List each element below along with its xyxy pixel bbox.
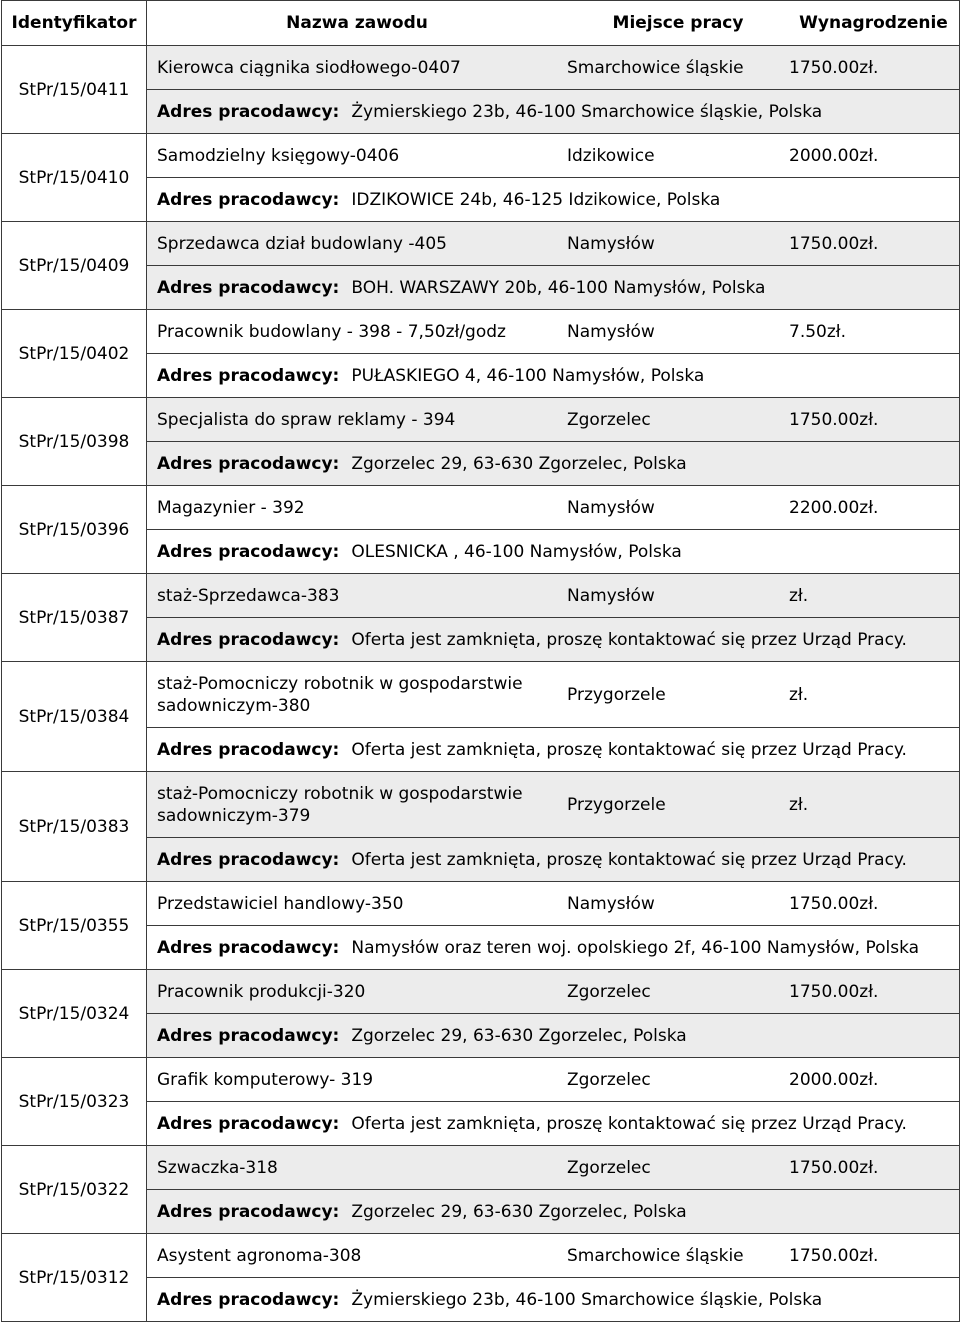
offer-details xyxy=(147,310,960,398)
work-place: Namysłów xyxy=(567,585,655,606)
salary: 7.50zł. xyxy=(789,321,847,342)
address-label: Adres pracodawcy: xyxy=(157,1025,340,1046)
employer-address-line xyxy=(157,1102,959,1145)
employer-address: Zgorzelec 29, 63-630 Zgorzelec, Polska xyxy=(351,1025,687,1046)
offer-id: StPr/15/0402 xyxy=(2,310,147,398)
address-label: Adres pracodawcy: xyxy=(157,739,340,760)
job-title: Pracownik produkcji-320 xyxy=(157,981,366,1002)
offer-details xyxy=(147,574,960,662)
employer-address-line xyxy=(157,1278,959,1321)
work-place: Zgorzelec xyxy=(567,981,651,1002)
offer-id: StPr/15/0409 xyxy=(2,222,147,310)
work-place: Przygorzele xyxy=(567,684,666,705)
job-title: Sprzedawca dział budowlany -405 xyxy=(157,233,447,254)
employer-address-line xyxy=(157,728,959,771)
address-label: Adres pracodawcy: xyxy=(157,629,340,650)
offer-main-line xyxy=(147,1058,959,1102)
header-id: Identyfikator xyxy=(2,1,147,46)
salary: 2000.00zł. xyxy=(789,145,879,166)
table-row xyxy=(2,970,960,1058)
table-row xyxy=(2,1146,960,1234)
job-title: Asystent agronoma-308 xyxy=(157,1245,362,1266)
offer-main-line xyxy=(147,310,959,354)
offer-id: StPr/15/0387 xyxy=(2,574,147,662)
salary: zł. xyxy=(789,684,809,705)
address-label: Adres pracodawcy: xyxy=(157,101,340,122)
job-title: Przedstawiciel handlowy-350 xyxy=(157,893,404,914)
job-title: Kierowca ciągnika siodłowego-0407 xyxy=(157,57,461,78)
offer-details xyxy=(147,398,960,486)
job-title: staż-Pomocniczy robotnik w gospodarstwie sadowniczym-380 xyxy=(157,673,523,716)
employer-address-line xyxy=(157,266,959,309)
work-place: Namysłów xyxy=(567,321,655,342)
employer-address: Oferta jest zamknięta, proszę kontaktować się przez Urząd Pracy. xyxy=(351,1113,907,1134)
offer-main-line xyxy=(147,398,959,442)
table-row xyxy=(2,222,960,310)
employer-address-line xyxy=(157,530,959,573)
offer-main-line xyxy=(147,772,959,838)
offer-id: StPr/15/0312 xyxy=(2,1234,147,1322)
table-row xyxy=(2,882,960,970)
employer-address: Namysłów oraz teren woj. opolskiego 2f, 46-100 Namysłów, Polska xyxy=(351,937,920,958)
job-title: Samodzielny księgowy-0406 xyxy=(157,145,400,166)
employer-address-line xyxy=(157,178,959,221)
work-place: Zgorzelec xyxy=(567,1157,651,1178)
address-label: Adres pracodawcy: xyxy=(157,1289,340,1310)
job-title: Specjalista do spraw reklamy - 394 xyxy=(157,409,456,430)
salary: 1750.00zł. xyxy=(789,409,879,430)
table-row xyxy=(2,1234,960,1322)
header-name: Nazwa zawodu xyxy=(286,13,428,33)
address-label: Adres pracodawcy: xyxy=(157,1113,340,1134)
salary: 2200.00zł. xyxy=(789,497,879,518)
work-place: Smarchowice śląskie xyxy=(567,1245,744,1266)
table-row xyxy=(2,574,960,662)
table-row xyxy=(2,134,960,222)
table-row xyxy=(2,46,960,134)
header-pay: Wynagrodzenie xyxy=(799,13,948,33)
job-title: staż-Sprzedawca-383 xyxy=(157,585,340,606)
job-offers-table xyxy=(1,0,960,1322)
job-title: Pracownik budowlany - 398 - 7,50zł/godz xyxy=(157,321,506,342)
offer-main-line xyxy=(147,1234,959,1278)
offer-main-line xyxy=(147,134,959,178)
work-place: Smarchowice śląskie xyxy=(567,57,744,78)
employer-address: PUŁASKIEGO 4, 46-100 Namysłów, Polska xyxy=(351,365,705,386)
employer-address-line xyxy=(157,618,959,661)
job-offers-document xyxy=(1,0,959,1322)
offer-main-line xyxy=(147,882,959,926)
offer-details xyxy=(147,1234,960,1322)
table-body xyxy=(2,46,960,1322)
table-header-row xyxy=(2,1,960,46)
salary: 1750.00zł. xyxy=(789,233,879,254)
work-place: Zgorzelec xyxy=(567,1069,651,1090)
table-row xyxy=(2,310,960,398)
work-place: Namysłów xyxy=(567,233,655,254)
offer-main-line xyxy=(147,222,959,266)
offer-id: StPr/15/0411 xyxy=(2,46,147,134)
salary: 1750.00zł. xyxy=(789,57,879,78)
offer-id: StPr/15/0383 xyxy=(2,772,147,882)
salary: zł. xyxy=(789,585,809,606)
address-label: Adres pracodawcy: xyxy=(157,277,340,298)
employer-address: Żymierskiego 23b, 46-100 Smarchowice śląskie, Polska xyxy=(351,101,823,122)
employer-address-line xyxy=(157,354,959,397)
offer-details xyxy=(147,772,960,882)
offer-id: StPr/15/0322 xyxy=(2,1146,147,1234)
offer-main-line xyxy=(147,1146,959,1190)
job-title: Magazynier - 392 xyxy=(157,497,305,518)
offer-details xyxy=(147,1058,960,1146)
employer-address-line xyxy=(157,1014,959,1057)
employer-address-line xyxy=(157,90,959,133)
offer-id: StPr/15/0324 xyxy=(2,970,147,1058)
salary: zł. xyxy=(789,794,809,815)
address-label: Adres pracodawcy: xyxy=(157,937,340,958)
employer-address: Oferta jest zamknięta, proszę kontaktować się przez Urząd Pracy. xyxy=(351,739,907,760)
offer-id: StPr/15/0323 xyxy=(2,1058,147,1146)
address-label: Adres pracodawcy: xyxy=(157,365,340,386)
salary: 1750.00zł. xyxy=(789,1157,879,1178)
table-row xyxy=(2,772,960,882)
employer-address: Zgorzelec 29, 63-630 Zgorzelec, Polska xyxy=(351,453,687,474)
employer-address: Oferta jest zamknięta, proszę kontaktować się przez Urząd Pracy. xyxy=(351,849,907,870)
salary: 1750.00zł. xyxy=(789,1245,879,1266)
table-row xyxy=(2,486,960,574)
offer-id: StPr/15/0396 xyxy=(2,486,147,574)
table-row xyxy=(2,662,960,772)
offer-details xyxy=(147,1146,960,1234)
address-label: Adres pracodawcy: xyxy=(157,849,340,870)
offer-details xyxy=(147,134,960,222)
job-title: Szwaczka-318 xyxy=(157,1157,278,1178)
offer-id: StPr/15/0410 xyxy=(2,134,147,222)
salary: 1750.00zł. xyxy=(789,981,879,1002)
offer-id: StPr/15/0355 xyxy=(2,882,147,970)
address-label: Adres pracodawcy: xyxy=(157,453,340,474)
table-row xyxy=(2,398,960,486)
salary: 1750.00zł. xyxy=(789,893,879,914)
employer-address: Zgorzelec 29, 63-630 Zgorzelec, Polska xyxy=(351,1201,687,1222)
offer-id: StPr/15/0384 xyxy=(2,662,147,772)
address-label: Adres pracodawcy: xyxy=(157,1201,340,1222)
work-place: Zgorzelec xyxy=(567,409,651,430)
work-place: Idzikowice xyxy=(567,145,655,166)
job-title: staż-Pomocniczy robotnik w gospodarstwie sadowniczym-379 xyxy=(157,783,523,826)
work-place: Namysłów xyxy=(567,893,655,914)
offer-main-line xyxy=(147,574,959,618)
employer-address: IDZIKOWICE 24b, 46-125 Idzikowice, Polska xyxy=(351,189,721,210)
employer-address: BOH. WARSZAWY 20b, 46-100 Namysłów, Polska xyxy=(351,277,766,298)
header-place: Miejsce pracy xyxy=(612,13,744,33)
job-title: Grafik komputerowy- 319 xyxy=(157,1069,374,1090)
address-label: Adres pracodawcy: xyxy=(157,189,340,210)
offer-details xyxy=(147,882,960,970)
offer-main-line xyxy=(147,486,959,530)
employer-address-line xyxy=(157,442,959,485)
offer-details xyxy=(147,970,960,1058)
employer-address-line xyxy=(157,926,959,969)
work-place: Przygorzele xyxy=(567,794,666,815)
employer-address: Żymierskiego 23b, 46-100 Smarchowice śląskie, Polska xyxy=(351,1289,823,1310)
table-row xyxy=(2,1058,960,1146)
offer-main-line xyxy=(147,662,959,728)
offer-details xyxy=(147,222,960,310)
employer-address-line xyxy=(157,1190,959,1233)
employer-address-line xyxy=(157,838,959,881)
employer-address: OLESNICKA , 46-100 Namysłów, Polska xyxy=(351,541,682,562)
address-label: Adres pracodawcy: xyxy=(157,541,340,562)
offer-main-line xyxy=(147,970,959,1014)
offer-details xyxy=(147,662,960,772)
offer-id: StPr/15/0398 xyxy=(2,398,147,486)
work-place: Namysłów xyxy=(567,497,655,518)
offer-details xyxy=(147,46,960,134)
employer-address: Oferta jest zamknięta, proszę kontaktować się przez Urząd Pracy. xyxy=(351,629,907,650)
header-main xyxy=(147,1,960,46)
salary: 2000.00zł. xyxy=(789,1069,879,1090)
offer-details xyxy=(147,486,960,574)
offer-main-line xyxy=(147,46,959,90)
